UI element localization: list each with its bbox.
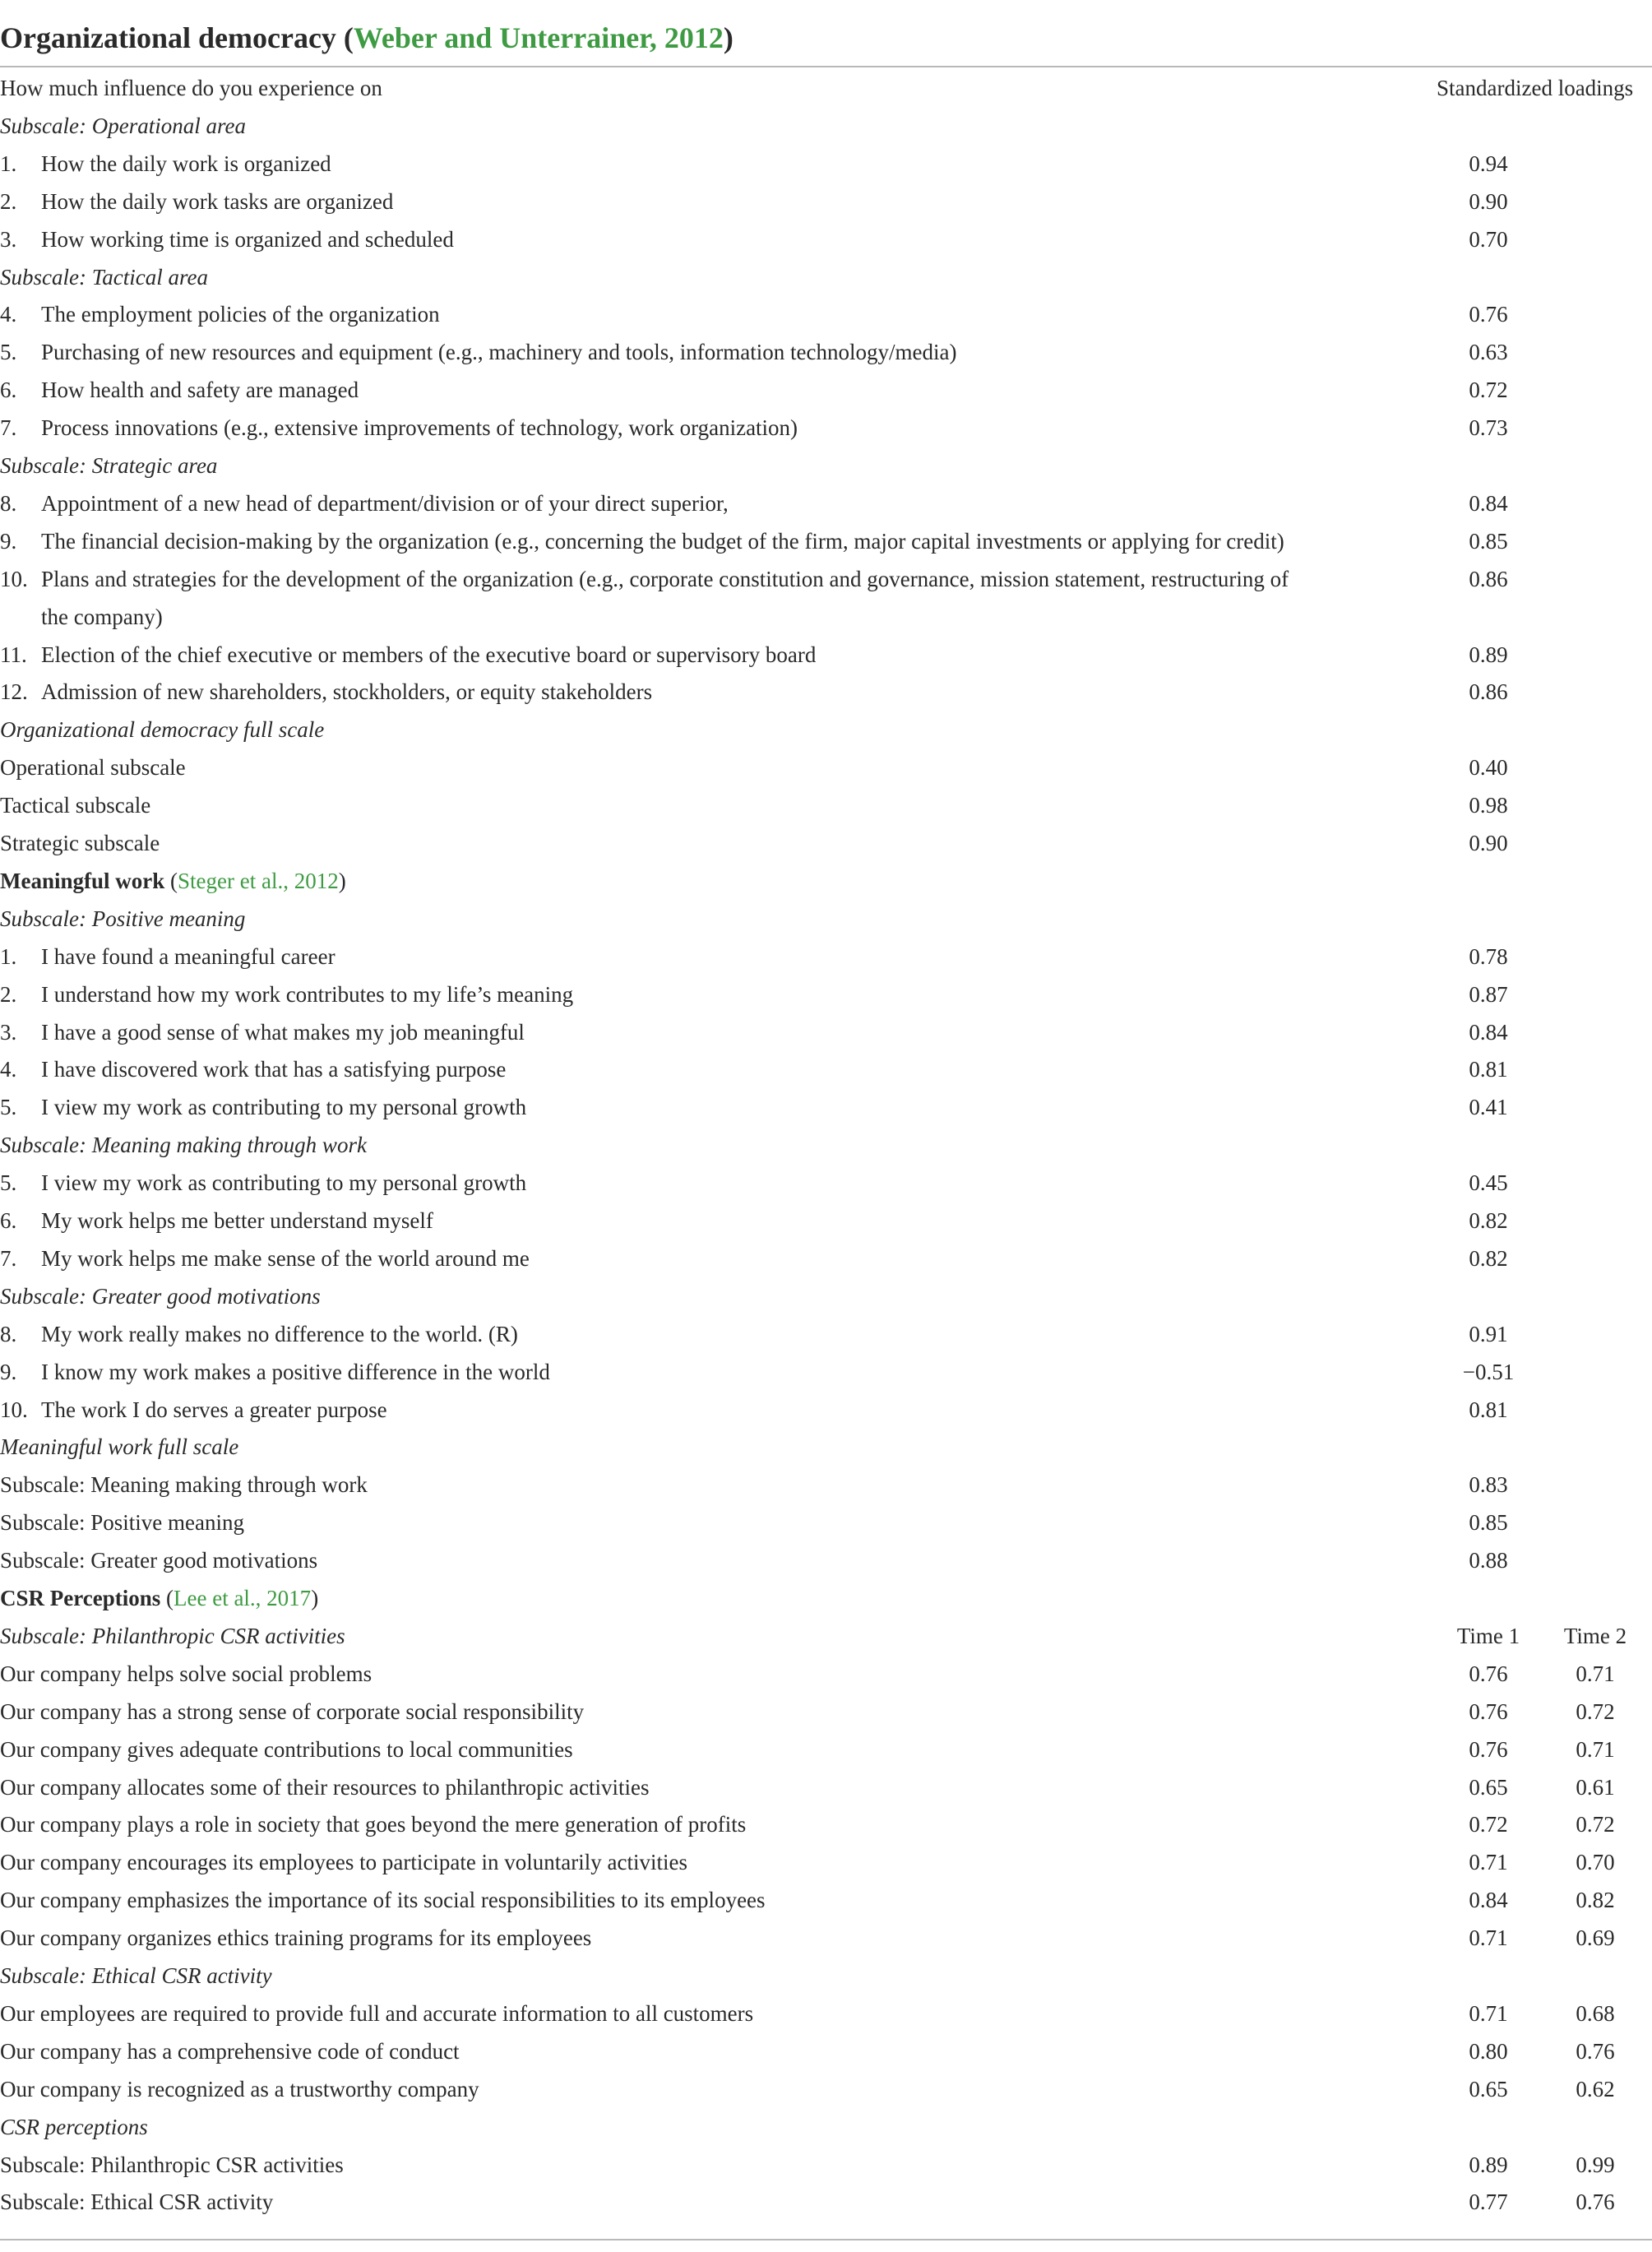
- standardized-loading: 0.98: [1469, 793, 1508, 818]
- item-text: [0, 1050, 506, 1088]
- mw-full-scale: [0, 1428, 1652, 1466]
- item-label: The financial decision-making by the organization (e.g., concerning the budget of the firm, major capital investments or applying for credit): [41, 528, 1284, 554]
- subscale-strategic-text: Subscale: Strategic area: [0, 453, 218, 478]
- standardized-loading: 0.83: [1469, 1472, 1508, 1498]
- item-label: Our company has a comprehensive code of conduct: [0, 2038, 460, 2064]
- table-row: [0, 673, 1652, 711]
- header-time2: Time 2: [1563, 1623, 1627, 1648]
- loading-time1: 0.76: [1469, 1736, 1508, 1762]
- table-row: [0, 1353, 1652, 1391]
- item-label: Our company helps solve social problems: [0, 1661, 373, 1686]
- subscale-greater-good-text: Subscale: Greater good motivations: [0, 1283, 321, 1309]
- item-label: Election of the chief executive or members of the executive board or supervisory board: [41, 642, 817, 667]
- section-meaningful-work-text: [0, 862, 346, 900]
- item-number: 5.: [0, 1095, 17, 1120]
- table-row-continuation: [0, 598, 1652, 636]
- loading-time1: 0.65: [1469, 2076, 1508, 2101]
- standardized-loading: 0.84: [1469, 490, 1508, 516]
- standardized-loading: 0.81: [1469, 1057, 1508, 1082]
- item-text: [0, 560, 1289, 598]
- table-row: [0, 1541, 1652, 1579]
- standardized-loading: 0.85: [1469, 528, 1508, 554]
- item-number: 4.: [0, 1057, 17, 1082]
- table-row: [0, 1768, 1652, 1806]
- standardized-loading: 0.70: [1469, 226, 1508, 252]
- item-label: Our company gives adequate contributions to local communities: [0, 1736, 573, 1762]
- item-label: Our company emphasizes the importance of its social responsibilities to its employees: [0, 1888, 766, 1913]
- item-label: I understand how my work contributes to my life’s meaning: [41, 981, 574, 1007]
- item-number: 4.: [0, 302, 17, 327]
- item-label: Our company has a strong sense of corporate social responsibility: [0, 1698, 585, 1724]
- table-row: [0, 975, 1652, 1013]
- table-row: [0, 333, 1652, 371]
- standardized-loading: 0.89: [1469, 642, 1508, 667]
- item-label: I view my work as contributing to my personal growth: [41, 1095, 527, 1120]
- item-label: Appointment of a new head of department/division or of your direct superior,: [41, 490, 729, 516]
- item-label: Our company encourages its employees to participate in voluntarily activities: [0, 1850, 687, 1875]
- loading-time1: 0.65: [1469, 1774, 1508, 1800]
- standardized-loading: 0.82: [1469, 1245, 1508, 1271]
- item-text: [0, 636, 816, 674]
- title-citation-link[interactable]: Weber and Unterrainer, 2012: [353, 21, 724, 54]
- item-label: How the daily work tasks are organized: [41, 188, 394, 214]
- item-text: [0, 183, 393, 220]
- item-label: Our employees are required to provide full and accurate information to all customers: [0, 2000, 754, 2026]
- standardized-loading: 0.40: [1469, 755, 1508, 781]
- table-row: [0, 220, 1652, 258]
- loading-time1: 0.76: [1469, 1661, 1508, 1686]
- item-label: Subscale: Philanthropic CSR activities: [0, 2152, 344, 2177]
- item-label: Our company plays a role in society that goes beyond the mere generation of profits: [0, 1812, 747, 1837]
- item-label: Process innovations (e.g., extensive improvements of technology, work organization): [41, 415, 798, 441]
- standardized-loading: 0.63: [1469, 340, 1508, 365]
- item-number: 5.: [0, 1170, 17, 1196]
- item-label: Operational subscale: [0, 755, 186, 781]
- table-row: [0, 938, 1652, 975]
- section-csr-perceptions-text: [0, 1579, 318, 1617]
- section-paren-close: ): [338, 868, 346, 893]
- item-number: 9.: [0, 1359, 17, 1384]
- title-paren-open: (: [335, 21, 354, 54]
- item-text: [0, 409, 798, 447]
- loading-time2: 0.62: [1576, 2076, 1615, 2101]
- table-row: [0, 2032, 1652, 2070]
- table-row: [0, 1202, 1652, 1240]
- item-number: 8.: [0, 490, 17, 516]
- subscale-ethical-text: Subscale: Ethical CSR activity: [0, 1963, 272, 1988]
- table-row: [0, 824, 1652, 862]
- top-rule: [0, 66, 1652, 67]
- standardized-loading: −0.51: [1462, 1359, 1515, 1384]
- section-citation-link[interactable]: Lee et al., 2017: [174, 1586, 312, 1610]
- item-label: Our company is recognized as a trustworthy company: [0, 2076, 479, 2101]
- table-row: [0, 1881, 1652, 1919]
- table-row: [0, 1919, 1652, 1957]
- standardized-loading: 0.94: [1469, 151, 1508, 176]
- loading-time2: 0.82: [1576, 1888, 1615, 1913]
- item-text: [0, 673, 652, 711]
- item-label: Subscale: Greater good motivations: [0, 1548, 318, 1573]
- loading-time1: 0.77: [1469, 2189, 1508, 2215]
- table-row: [0, 1504, 1652, 1541]
- item-number: 8.: [0, 1321, 17, 1346]
- section-paren-open: (: [160, 1586, 174, 1610]
- loading-time2: 0.61: [1576, 1774, 1615, 1800]
- item-label: Admission of new shareholders, stockholders, or equity stakeholders: [41, 679, 653, 705]
- csr-full-scale-text: CSR perceptions: [0, 2114, 148, 2139]
- table-row: [0, 1088, 1652, 1126]
- item-label: How health and safety are managed: [41, 378, 359, 403]
- item-label: I have a good sense of what makes my job meaningful: [41, 1019, 525, 1045]
- item-number: 7.: [0, 1245, 17, 1271]
- item-text: [0, 145, 331, 183]
- loading-time1: 0.71: [1469, 1925, 1508, 1951]
- table-row: [0, 1391, 1652, 1429]
- standardized-loading: 0.41: [1469, 1095, 1508, 1120]
- standardized-loading: 0.85: [1469, 1510, 1508, 1536]
- subscale-positive-meaning: [0, 900, 1652, 938]
- item-number: 6.: [0, 1208, 17, 1233]
- item-label: How the daily work is organized: [41, 151, 331, 176]
- item-text: [0, 1240, 530, 1277]
- item-number: 1.: [0, 943, 17, 969]
- item-label: Our company allocates some of their resources to philanthropic activities: [0, 1774, 650, 1800]
- table-row: [0, 2146, 1652, 2184]
- table-row: [0, 1731, 1652, 1768]
- standardized-loading: 0.90: [1469, 831, 1508, 855]
- table-row: [0, 636, 1652, 674]
- item-text: [0, 1164, 526, 1202]
- section-paren-close: ): [311, 1586, 319, 1610]
- table-title: [0, 13, 733, 63]
- subscale-meaning-making: [0, 1126, 1652, 1164]
- item-number: 3.: [0, 1019, 17, 1045]
- item-text: [0, 371, 359, 409]
- loading-time2: 0.68: [1576, 2000, 1615, 2026]
- item-number: 1.: [0, 151, 17, 176]
- item-text: [0, 1013, 525, 1051]
- loading-time2: 0.71: [1576, 1736, 1615, 1762]
- item-text: [0, 938, 335, 975]
- standardized-loading: 0.81: [1469, 1397, 1508, 1422]
- standardized-loading: 0.45: [1469, 1170, 1508, 1196]
- subscale-tactical-text: Subscale: Tactical area: [0, 264, 208, 290]
- standardized-loading: 0.91: [1469, 1321, 1508, 1346]
- loading-time2: 0.72: [1576, 1812, 1615, 1837]
- item-label: How working time is organized and scheduled: [41, 226, 454, 252]
- table-row: [0, 2070, 1652, 2108]
- standardized-loading: 0.82: [1469, 1208, 1508, 1233]
- loading-time2: 0.70: [1576, 1850, 1615, 1875]
- bottom-rule: [0, 2239, 1652, 2240]
- item-number: 7.: [0, 415, 17, 441]
- loading-time2: 0.71: [1576, 1661, 1615, 1686]
- item-label: Tactical subscale: [0, 793, 151, 818]
- mw-full-scale-text: Meaningful work full scale: [0, 1434, 239, 1460]
- table-row: [0, 560, 1652, 598]
- section-paren-open: (: [164, 868, 178, 893]
- table-row: [0, 1164, 1652, 1202]
- item-text: [0, 1391, 387, 1429]
- loading-time1: 0.76: [1469, 1698, 1508, 1724]
- standardized-loading: 0.84: [1469, 1019, 1508, 1045]
- section-heading-label: CSR Perceptions: [0, 1586, 161, 1610]
- loading-time2: 0.69: [1576, 1925, 1615, 1951]
- table-row: [0, 1013, 1652, 1051]
- table-row: [0, 371, 1652, 409]
- item-text: [0, 975, 573, 1013]
- loading-time2: 0.76: [1576, 2038, 1615, 2064]
- item-number: 5.: [0, 340, 17, 365]
- standardized-loading: 0.78: [1469, 943, 1508, 969]
- item-number: 12.: [0, 679, 28, 705]
- table-row: [0, 1050, 1652, 1088]
- table-row: [0, 786, 1652, 824]
- table-row: [0, 1805, 1652, 1843]
- item-number: 10.: [0, 566, 28, 591]
- section-csr-perceptions: [0, 1579, 1652, 1617]
- item-label: Subscale: Positive meaning: [0, 1510, 244, 1536]
- subscale-strategic: [0, 447, 1652, 484]
- header-question: How much influence do you experience on: [0, 76, 382, 100]
- table-row: [0, 1315, 1652, 1353]
- section-meaningful-work: [0, 862, 1652, 900]
- item-label: My work helps me make sense of the world around me: [41, 1245, 530, 1271]
- standardized-loading: 0.87: [1469, 981, 1508, 1007]
- table-row: [0, 183, 1652, 220]
- loading-time2: 0.99: [1576, 2152, 1615, 2177]
- table-row: [0, 484, 1652, 522]
- item-number: 6.: [0, 378, 17, 403]
- subscale-positive-meaning-text: Subscale: Positive meaning: [0, 906, 246, 931]
- table-row: [0, 1655, 1652, 1693]
- item-text: [0, 1088, 526, 1126]
- item-label: Plans and strategies for the development of the organization (e.g., corporate constitution and governance, mission statement, restructuring of: [41, 566, 1289, 591]
- standardized-loading: 0.90: [1469, 188, 1508, 214]
- item-text: [0, 522, 1284, 560]
- csr-full-scale: [0, 2108, 1652, 2146]
- od-full-scale: [0, 711, 1652, 748]
- table-row: [0, 2183, 1652, 2221]
- item-number: 2.: [0, 188, 17, 214]
- item-text: [0, 1353, 550, 1391]
- subscale-meaning-making-text: Subscale: Meaning making through work: [0, 1133, 367, 1158]
- subscale-greater-good: [0, 1277, 1652, 1315]
- standardized-loading: 0.76: [1469, 302, 1508, 327]
- item-number: 11.: [0, 642, 27, 667]
- item-label: The work I do serves a greater purpose: [41, 1397, 387, 1422]
- standardized-loading: 0.72: [1469, 378, 1508, 403]
- subscale-philanthropic: [0, 1617, 1652, 1655]
- item-number: 9.: [0, 528, 17, 554]
- item-number: 10.: [0, 1397, 28, 1422]
- section-citation-link[interactable]: Steger et al., 2012: [178, 868, 339, 893]
- item-label: The employment policies of the organization: [41, 302, 440, 327]
- loading-time2: 0.76: [1576, 2189, 1615, 2215]
- item-text: [0, 333, 956, 371]
- subscale-operational-text: Subscale: Operational area: [0, 113, 246, 138]
- table-row: [0, 295, 1652, 333]
- header-time1: Time 1: [1456, 1623, 1520, 1648]
- item-label: I know my work makes a positive difference in the world: [41, 1359, 550, 1384]
- item-text: [0, 484, 729, 522]
- loading-time1: 0.80: [1469, 2038, 1508, 2064]
- subscale-operational: [0, 107, 1652, 145]
- loading-time2: 0.72: [1576, 1698, 1615, 1724]
- item-label: My work really makes no difference to the world. (R): [41, 1321, 518, 1346]
- section-heading-label: Meaningful work: [0, 868, 165, 893]
- item-label: Subscale: Ethical CSR activity: [0, 2189, 274, 2215]
- table-row: [0, 1240, 1652, 1277]
- item-label: I have discovered work that has a satisfying purpose: [41, 1057, 507, 1082]
- item-text: [0, 220, 454, 258]
- table-row: [0, 1995, 1652, 2032]
- standardized-loading: 0.73: [1469, 415, 1508, 441]
- loading-time1: 0.89: [1469, 2152, 1508, 2177]
- table-row: [0, 1466, 1652, 1504]
- title-paren-close: ): [723, 21, 733, 54]
- standardized-loading: 0.86: [1469, 566, 1508, 591]
- loading-time1: 0.72: [1469, 1812, 1508, 1837]
- item-number: 2.: [0, 981, 17, 1007]
- header-standardized-loadings: Standardized loadings: [1437, 76, 1634, 100]
- item-label: Our company organizes ethics training programs for its employees: [0, 1925, 592, 1951]
- title-label: Organizational democracy: [0, 21, 336, 54]
- column-header-row: [0, 69, 1652, 107]
- item-label: I view my work as contributing to my personal growth: [41, 1170, 527, 1196]
- loading-time1: 0.71: [1469, 1850, 1508, 1875]
- table-row: [0, 409, 1652, 447]
- table-row: [0, 748, 1652, 786]
- loading-time1: 0.71: [1469, 2000, 1508, 2026]
- item-text: [0, 1315, 518, 1353]
- item-number: 3.: [0, 226, 17, 252]
- item-label-continuation: the company): [41, 604, 163, 629]
- table-row: [0, 522, 1652, 560]
- subscale-philanthropic-text: Subscale: Philanthropic CSR activities: [0, 1623, 345, 1648]
- item-label: Purchasing of new resources and equipment (e.g., machinery and tools, information technology/media): [41, 340, 957, 365]
- standardized-loading: 0.88: [1469, 1548, 1508, 1573]
- table-row: [0, 145, 1652, 183]
- od-full-scale-text: Organizational democracy full scale: [0, 717, 325, 743]
- item-text: [0, 295, 440, 333]
- table-row: [0, 1693, 1652, 1731]
- loading-time1: 0.84: [1469, 1888, 1508, 1913]
- table-row: [0, 1843, 1652, 1881]
- item-label: My work helps me better understand myself: [41, 1208, 433, 1233]
- standardized-loading: 0.86: [1469, 679, 1508, 705]
- subscale-tactical: [0, 258, 1652, 296]
- item-label: I have found a meaningful career: [41, 943, 335, 969]
- subscale-ethical: [0, 1957, 1652, 1995]
- item-label: Subscale: Meaning making through work: [0, 1472, 368, 1498]
- item-label: Strategic subscale: [0, 831, 160, 855]
- item-text: [0, 1202, 433, 1240]
